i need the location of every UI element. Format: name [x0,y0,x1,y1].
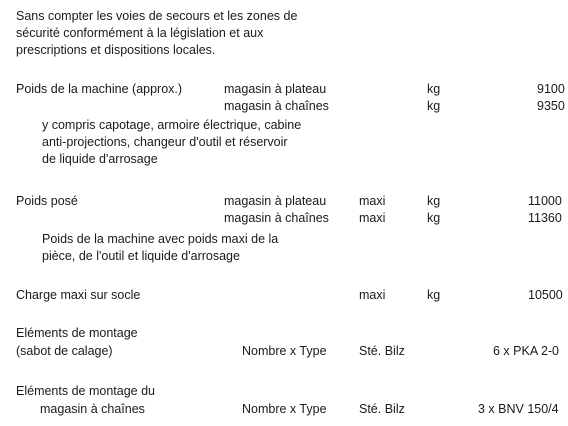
mounting-elements-type-label: Nombre x Type [242,344,327,358]
machine-weight-label: Poids de la machine (approx.) [16,82,183,96]
installed-weight-option-2: magasin à chaînes [224,211,329,225]
machine-weight-note-3: de liquide d'arrosage [42,152,158,166]
installed-weight-option-1: magasin à plateau [224,194,327,208]
installed-weight-note-2: pièce, de l'outil et liquide d'arrosage [42,249,240,263]
installed-weight-unit-2: kg [427,211,441,225]
machine-weight-option-2: magasin à chaînes [224,99,329,113]
chain-magazine-mounting-value: 3 x BNV 150/4 [478,402,559,416]
mounting-elements-label-1: Eléments de montage [16,326,138,340]
base-load-label: Charge maxi sur socle [16,288,141,302]
base-load-unit: kg [427,288,441,302]
chain-magazine-mounting-label-2: magasin à chaînes [40,402,145,416]
installed-weight-unit-1: kg [427,194,441,208]
intro-line-2: sécurité conformément à la législation et aux [16,26,264,40]
machine-weight-unit-2: kg [427,99,441,113]
installed-weight-value-2: 11360 [528,211,562,225]
installed-weight-value-1: 11000 [528,194,562,208]
chain-magazine-mounting-label-1: Eléments de montage du [16,384,155,398]
machine-weight-note-1: y compris capotage, armoire électrique, cabine [42,118,302,132]
installed-weight-qualifier-2: maxi [359,211,386,225]
mounting-elements-value: 6 x PKA 2-0 [493,344,560,358]
base-load-qualifier: maxi [359,288,386,302]
base-load-value: 10500 [528,288,563,302]
machine-weight-value-1: 9100 [537,82,565,96]
mounting-elements-label-2: (sabot de calage) [16,344,113,358]
intro-line-3: prescriptions et dispositions locales. [16,43,216,57]
machine-weight-note-2: anti-projections, changeur d'outil et réservoir [42,135,288,149]
machine-weight-option-1: magasin à plateau [224,82,327,96]
chain-magazine-mounting-type-label: Nombre x Type [242,402,327,416]
intro-line-1: Sans compter les voies de secours et les zones de [16,9,298,23]
machine-weight-value-2: 9350 [537,99,565,113]
mounting-elements-supplier: Sté. Bilz [359,344,405,358]
installed-weight-note-1: Poids de la machine avec poids maxi de la [42,232,279,246]
chain-magazine-mounting-supplier: Sté. Bilz [359,402,405,416]
machine-weight-unit-1: kg [427,82,441,96]
installed-weight-qualifier-1: maxi [359,194,386,208]
installed-weight-label: Poids posé [16,194,78,208]
